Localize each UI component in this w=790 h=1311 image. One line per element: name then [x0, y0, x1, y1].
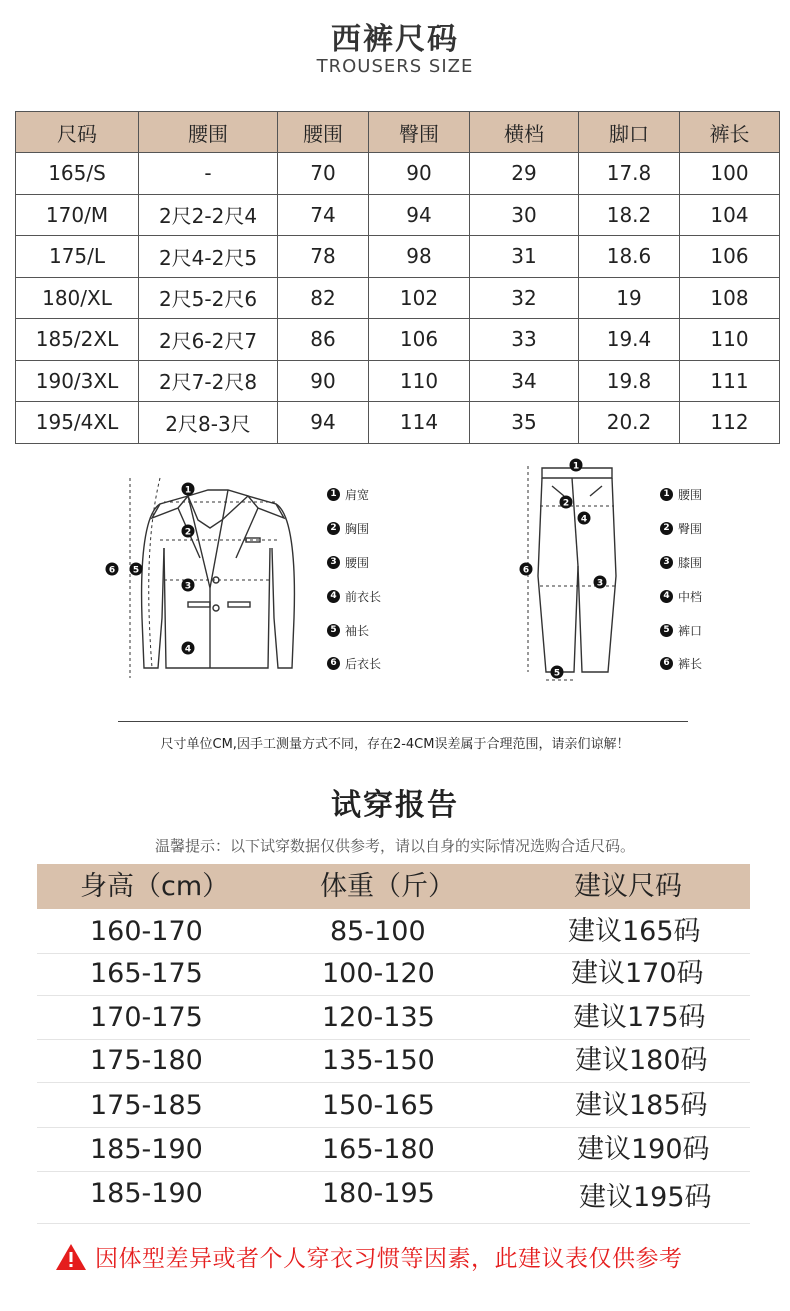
fit-size: 建议180码 [575, 1045, 708, 1076]
legend-item [660, 512, 702, 546]
fit-size: 建议195码 [579, 1182, 712, 1213]
table-cell: 18.6 [579, 236, 680, 278]
table-cell: 17.8 [579, 153, 680, 195]
fit-height: 170-175 [90, 1002, 203, 1033]
table-cell: 165/S [16, 153, 139, 195]
svg-text:5: 5 [132, 565, 140, 576]
table-cell: 35 [470, 402, 579, 444]
warning-note [55, 1240, 683, 1273]
svg-text:6: 6 [108, 565, 116, 576]
number-badge-icon: 3 [327, 556, 340, 569]
table-cell: 86 [278, 319, 369, 361]
fit-report-title: 试穿报告 [331, 788, 459, 823]
table-cell: 74 [278, 194, 369, 236]
legend-label: 裤长 [678, 657, 703, 672]
table-cell: 2尺6-2尺7 [139, 319, 278, 361]
table-row [16, 319, 780, 361]
number-badge-icon: 5 [660, 624, 673, 637]
legend-item [660, 613, 702, 647]
fit-header-weight: 体重（斤） [320, 871, 455, 902]
svg-text:2: 2 [184, 527, 192, 538]
table-cell: 185/2XL [16, 319, 139, 361]
fit-weight: 165-180 [322, 1134, 435, 1165]
fit-size: 建议190码 [577, 1134, 710, 1165]
table-cell: 2尺2-2尺4 [139, 194, 278, 236]
fit-height: 185-190 [90, 1178, 203, 1209]
legend-label: 胸围 [345, 522, 370, 537]
size-header-cell: 脚口 [579, 112, 680, 153]
size-table-header [16, 112, 780, 153]
number-badge-icon: 1 [327, 488, 340, 501]
svg-text:1: 1 [572, 461, 580, 472]
fit-weight: 135-150 [322, 1045, 435, 1076]
table-cell: 170/M [16, 194, 139, 236]
legend-item [327, 546, 381, 580]
table-cell: 94 [278, 402, 369, 444]
table-cell: 180/XL [16, 277, 139, 319]
table-cell: 29 [470, 153, 579, 195]
number-badge-icon: 2 [660, 522, 673, 535]
fit-header-size: 建议尺码 [574, 871, 682, 902]
table-cell: 2尺5-2尺6 [139, 277, 278, 319]
number-badge-icon: 4 [327, 590, 340, 603]
number-badge-icon: 5 [327, 624, 340, 637]
table-cell: 106 [680, 236, 780, 278]
legend-item [327, 613, 381, 647]
table-cell: 190/3XL [16, 360, 139, 402]
size-header-cell: 臀围 [369, 112, 470, 153]
table-cell: 112 [680, 402, 780, 444]
unit-note: 尺寸单位CM,因手工测量方式不同，存在2-4CM误差属于合理范围，请亲们谅解！ [160, 737, 630, 752]
table-cell: 19.4 [579, 319, 680, 361]
fit-size: 建议165码 [568, 916, 701, 947]
number-badge-icon: 1 [660, 488, 673, 501]
size-header-cell: 腰围 [139, 112, 278, 153]
table-cell: 175/L [16, 236, 139, 278]
number-badge-icon: 6 [327, 657, 340, 670]
svg-text:4: 4 [184, 644, 192, 655]
table-cell: 32 [470, 277, 579, 319]
jacket-legend [327, 478, 381, 681]
table-cell: 2尺7-2尺8 [139, 360, 278, 402]
fit-weight: 100-120 [322, 958, 435, 989]
table-row [16, 402, 780, 444]
size-table [15, 111, 780, 444]
legend-label: 前衣长 [345, 589, 382, 604]
fit-report-hint: 温馨提示：以下试穿数据仅供参考，请以自身的实际情况选购合适尺码。 [154, 837, 635, 855]
legend-label: 肩宽 [345, 488, 370, 503]
legend-item [660, 647, 702, 681]
fit-size: 建议185码 [575, 1090, 708, 1121]
table-cell: 33 [470, 319, 579, 361]
table-cell: 195/4XL [16, 402, 139, 444]
page-subtitle: TROUSERS SIZE [316, 56, 474, 77]
table-cell: 2尺8-3尺 [139, 402, 278, 444]
table-row [37, 1039, 750, 1083]
fit-weight: 85-100 [330, 916, 426, 947]
fit-size: 建议170码 [571, 958, 704, 989]
table-cell: - [139, 153, 278, 195]
table-cell: 102 [369, 277, 470, 319]
legend-item [660, 478, 702, 512]
svg-text:1: 1 [184, 485, 192, 496]
legend-label: 腰围 [678, 488, 703, 503]
legend-label: 裤口 [678, 623, 703, 638]
table-row [37, 996, 750, 1040]
jacket-diagram [100, 468, 320, 688]
legend-label: 中档 [678, 589, 703, 604]
divider [118, 721, 688, 722]
table-row [37, 1128, 750, 1172]
svg-text:3: 3 [184, 581, 192, 592]
table-row [16, 236, 780, 278]
table-cell: 30 [470, 194, 579, 236]
table-cell: 34 [470, 360, 579, 402]
table-cell: 31 [470, 236, 579, 278]
table-cell: 100 [680, 153, 780, 195]
table-cell: 19.8 [579, 360, 680, 402]
number-badge-icon: 2 [327, 522, 340, 535]
fit-size: 建议175码 [573, 1002, 706, 1033]
table-row [16, 360, 780, 402]
svg-text:2: 2 [562, 498, 570, 509]
pants-diagram [512, 456, 632, 686]
fit-height: 175-180 [90, 1045, 203, 1076]
legend-label: 臀围 [678, 522, 703, 537]
legend-label: 后衣长 [345, 657, 382, 672]
table-row [16, 153, 780, 195]
table-cell: 19 [579, 277, 680, 319]
svg-text:5: 5 [553, 668, 561, 679]
fit-table-header [37, 864, 750, 909]
warning-text: 因体型差异或者个人穿衣习惯等因素，此建议表仅供参考 [95, 1246, 683, 1272]
table-cell: 104 [680, 194, 780, 236]
table-row [37, 952, 750, 996]
table-cell: 98 [369, 236, 470, 278]
fit-weight: 150-165 [322, 1090, 435, 1121]
size-header-cell: 横档 [470, 112, 579, 153]
table-cell: 90 [369, 153, 470, 195]
legend-label: 袖长 [345, 623, 370, 638]
legend-item [327, 579, 381, 613]
fit-height: 160-170 [90, 916, 203, 947]
table-row [37, 1084, 750, 1128]
table-row [37, 910, 750, 954]
fit-height: 175-185 [90, 1090, 203, 1121]
table-cell: 2尺4-2尺5 [139, 236, 278, 278]
legend-label: 腰围 [345, 555, 370, 570]
warning-triangle-icon [55, 1243, 87, 1271]
legend-item [660, 579, 702, 613]
table-cell: 110 [680, 319, 780, 361]
pants-legend [660, 478, 702, 681]
table-cell: 111 [680, 360, 780, 402]
table-row [16, 277, 780, 319]
fit-weight: 180-195 [322, 1178, 435, 1209]
legend-item [327, 647, 381, 681]
legend-label: 膝围 [678, 555, 703, 570]
number-badge-icon: 4 [660, 590, 673, 603]
legend-item [660, 546, 702, 580]
svg-text:3: 3 [596, 578, 604, 589]
number-badge-icon: 3 [660, 556, 673, 569]
table-cell: 108 [680, 277, 780, 319]
table-row [37, 1172, 750, 1224]
table-cell: 94 [369, 194, 470, 236]
size-header-cell: 裤长 [680, 112, 780, 153]
svg-text:6: 6 [522, 565, 530, 576]
fit-header-height: 身高（cm） [80, 871, 230, 902]
legend-item [327, 512, 381, 546]
number-badge-icon: 6 [660, 657, 673, 670]
table-cell: 20.2 [579, 402, 680, 444]
table-cell: 90 [278, 360, 369, 402]
legend-item [327, 478, 381, 512]
table-cell: 18.2 [579, 194, 680, 236]
page-title: 西裤尺码 [331, 22, 459, 57]
size-header-cell: 腰围 [278, 112, 369, 153]
table-cell: 70 [278, 153, 369, 195]
fit-weight: 120-135 [322, 1002, 435, 1033]
table-cell: 106 [369, 319, 470, 361]
table-cell: 114 [369, 402, 470, 444]
table-row [16, 194, 780, 236]
size-header-cell: 尺码 [16, 112, 139, 153]
fit-height: 185-190 [90, 1134, 203, 1165]
table-cell: 82 [278, 277, 369, 319]
fit-height: 165-175 [90, 958, 203, 989]
table-cell: 110 [369, 360, 470, 402]
svg-text:4: 4 [580, 514, 588, 525]
table-cell: 78 [278, 236, 369, 278]
